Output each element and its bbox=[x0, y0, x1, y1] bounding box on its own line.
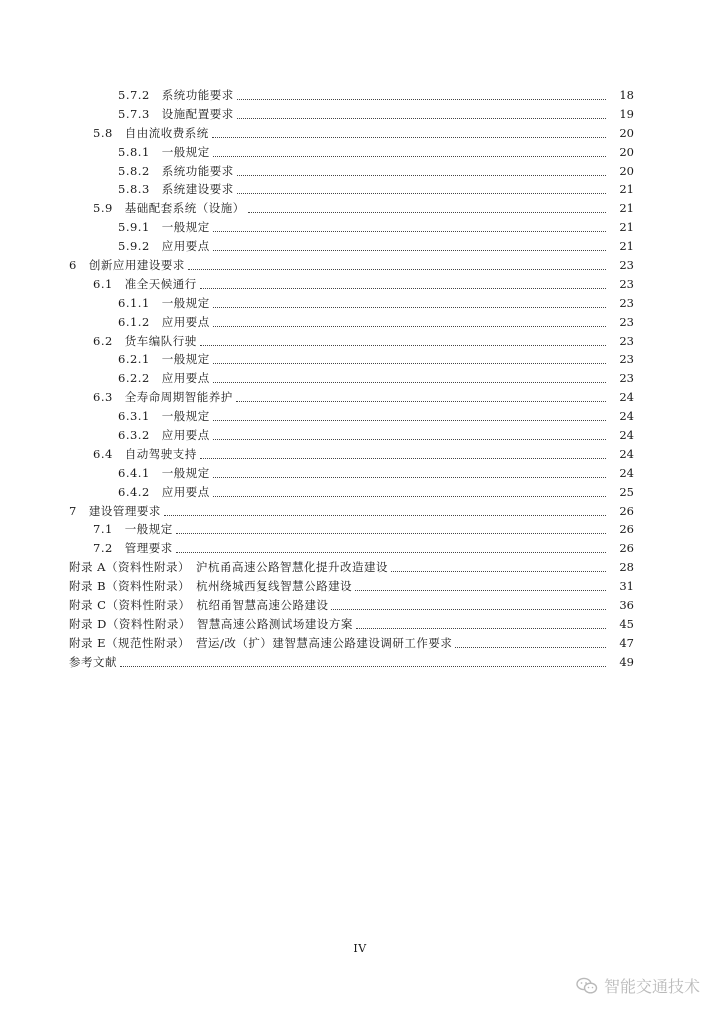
toc-entry-number: 5.9.1 bbox=[118, 220, 150, 235]
toc-entry-page: 31 bbox=[619, 579, 634, 594]
toc-dot-leader bbox=[213, 496, 606, 497]
toc-entry-title: 杭绍甬智慧高速公路建设 bbox=[196, 598, 329, 613]
toc-dot-leader bbox=[213, 363, 606, 364]
wechat-icon bbox=[576, 977, 598, 995]
toc-entry-number: 7.1 bbox=[93, 522, 113, 537]
toc-entry-title: 自由流收费系统 bbox=[124, 125, 209, 140]
toc-entry-number: 6.3.2 bbox=[118, 428, 150, 443]
toc-entry-title: 系统功能要求 bbox=[161, 88, 234, 102]
toc-entry[interactable] bbox=[0, 520, 720, 539]
toc-entry-title: 一般规定 bbox=[161, 352, 210, 367]
toc-entry-page: 23 bbox=[619, 371, 634, 386]
toc-entry-title: 管理要求 bbox=[124, 541, 173, 556]
table-of-contents bbox=[0, 86, 720, 672]
toc-entry-page: 20 bbox=[619, 125, 634, 140]
toc-entry-number: 6.1.2 bbox=[118, 314, 150, 329]
toc-entry-page: 19 bbox=[619, 106, 634, 121]
toc-entry-page: 26 bbox=[619, 541, 634, 556]
toc-entry[interactable] bbox=[0, 502, 720, 521]
toc-entry-title: 创新应用建设要求 bbox=[88, 258, 185, 273]
toc-entry[interactable] bbox=[0, 124, 720, 143]
toc-entry-page: 18 bbox=[619, 88, 634, 102]
toc-entry[interactable] bbox=[0, 426, 720, 445]
toc-entry[interactable] bbox=[0, 388, 720, 407]
toc-dot-leader bbox=[237, 118, 606, 119]
toc-entry-number: 附录 C（资料性附录） bbox=[69, 598, 191, 613]
toc-entry-page: 21 bbox=[619, 239, 634, 254]
toc-entry[interactable] bbox=[0, 180, 720, 199]
toc-entry-title: 一般规定 bbox=[161, 295, 210, 310]
toc-entry[interactable] bbox=[0, 162, 720, 181]
toc-entry-title: 一般规定 bbox=[124, 522, 173, 537]
watermark bbox=[576, 974, 700, 997]
toc-entry-title: 杭州绕城西复线智慧公路建设 bbox=[196, 579, 353, 594]
toc-entry-title: 应用要点 bbox=[161, 484, 210, 499]
toc-entry-title: 一般规定 bbox=[161, 409, 210, 424]
toc-dot-leader bbox=[213, 307, 606, 308]
toc-entry[interactable] bbox=[0, 634, 720, 653]
toc-entry-number: 6.4 bbox=[93, 446, 113, 461]
toc-entry-number: 6.1.1 bbox=[118, 295, 150, 310]
toc-entry-number: 6.2.1 bbox=[118, 352, 150, 367]
toc-entry-page: 24 bbox=[619, 409, 634, 424]
toc-entry[interactable] bbox=[0, 313, 720, 332]
toc-entry-number: 6.2.2 bbox=[118, 371, 150, 386]
toc-entry[interactable] bbox=[0, 653, 720, 672]
toc-entry[interactable] bbox=[0, 275, 720, 294]
toc-entry-number: 附录 A（资料性附录） bbox=[69, 560, 190, 575]
toc-entry-title: 应用要点 bbox=[161, 239, 210, 254]
toc-dot-leader bbox=[455, 647, 606, 648]
toc-entry-title: 系统功能要求 bbox=[161, 163, 234, 178]
toc-entry-title: 应用要点 bbox=[161, 371, 210, 386]
toc-entry-number: 5.7.3 bbox=[118, 106, 150, 121]
toc-entry[interactable] bbox=[0, 143, 720, 162]
toc-entry-title: 一般规定 bbox=[161, 144, 210, 159]
toc-entry[interactable] bbox=[0, 256, 720, 275]
toc-entry[interactable] bbox=[0, 369, 720, 388]
toc-entry-number: 5.8.1 bbox=[118, 144, 150, 159]
toc-entry-number: 5.9.2 bbox=[118, 239, 150, 254]
toc-dot-leader bbox=[200, 345, 606, 346]
toc-entry[interactable] bbox=[0, 464, 720, 483]
toc-entry-page: 23 bbox=[619, 352, 634, 367]
toc-entry[interactable] bbox=[0, 199, 720, 218]
toc-entry[interactable] bbox=[0, 105, 720, 124]
toc-entry-title: 基础配套系统（设施） bbox=[124, 201, 245, 216]
toc-entry-page: 47 bbox=[619, 635, 634, 650]
toc-dot-leader bbox=[200, 458, 606, 459]
toc-dot-leader bbox=[176, 533, 606, 534]
toc-dot-leader bbox=[355, 590, 606, 591]
toc-dot-leader bbox=[237, 193, 606, 194]
toc-entry[interactable] bbox=[0, 332, 720, 351]
toc-entry[interactable] bbox=[0, 294, 720, 313]
toc-dot-leader bbox=[176, 552, 606, 553]
toc-entry[interactable] bbox=[0, 350, 720, 369]
toc-entry-title: 一般规定 bbox=[161, 220, 210, 235]
toc-entry-page: 45 bbox=[619, 616, 634, 631]
toc-dot-leader bbox=[188, 269, 606, 270]
toc-entry-title: 自动驾驶支持 bbox=[124, 446, 197, 461]
toc-dot-leader bbox=[213, 382, 606, 383]
toc-dot-leader bbox=[200, 288, 606, 289]
toc-entry[interactable] bbox=[0, 86, 720, 105]
toc-entry[interactable] bbox=[0, 539, 720, 558]
toc-entry-title: 营运/改（扩）建智慧高速公路建设调研工作要求 bbox=[196, 635, 453, 650]
toc-entry-page: 28 bbox=[619, 560, 634, 575]
toc-dot-leader bbox=[236, 401, 606, 402]
toc-dot-leader bbox=[213, 477, 606, 478]
toc-dot-leader bbox=[213, 250, 606, 251]
toc-entry-number: 附录 B（资料性附录） bbox=[69, 579, 191, 594]
toc-entry-page: 23 bbox=[619, 314, 634, 329]
toc-entry-number: 6.4.2 bbox=[118, 484, 150, 499]
toc-dot-leader bbox=[248, 212, 606, 213]
toc-entry-title: 智慧高速公路测试场建设方案 bbox=[196, 616, 353, 631]
toc-entry-page: 23 bbox=[619, 333, 634, 348]
watermark-text: 智能交通技术 bbox=[603, 977, 700, 996]
toc-entry[interactable] bbox=[0, 577, 720, 596]
toc-entry-page: 20 bbox=[619, 163, 634, 178]
toc-entry[interactable] bbox=[0, 615, 720, 634]
toc-entry-page: 20 bbox=[619, 144, 634, 159]
toc-entry-page: 26 bbox=[619, 522, 634, 537]
toc-entry-page: 26 bbox=[619, 503, 634, 518]
toc-entry-page: 49 bbox=[619, 654, 634, 669]
page-number: IV bbox=[353, 942, 367, 955]
toc-entry-title: 沪杭甬高速公路智慧化提升改造建设 bbox=[195, 560, 388, 575]
toc-dot-leader bbox=[213, 420, 606, 421]
toc-entry-number: 7 bbox=[69, 503, 77, 518]
toc-entry-page: 21 bbox=[619, 220, 634, 235]
toc-dot-leader bbox=[237, 99, 606, 100]
toc-entry-number: 5.7.2 bbox=[118, 88, 150, 102]
toc-dot-leader bbox=[213, 156, 606, 157]
toc-entry-page: 21 bbox=[619, 201, 634, 216]
toc-entry-page: 36 bbox=[619, 598, 634, 613]
toc-entry-page: 24 bbox=[619, 465, 634, 480]
toc-dot-leader bbox=[237, 175, 606, 176]
toc-entry-title: 全寿命周期智能养护 bbox=[124, 390, 233, 405]
toc-entry-page: 23 bbox=[619, 276, 634, 291]
toc-entry-title: 系统建设要求 bbox=[161, 182, 234, 197]
toc-dot-leader bbox=[391, 571, 606, 572]
toc-entry-number: 6.3 bbox=[93, 390, 113, 405]
toc-entry-number: 5.8.3 bbox=[118, 182, 150, 197]
toc-entry-page: 24 bbox=[619, 446, 634, 461]
toc-entry[interactable] bbox=[0, 407, 720, 426]
toc-entry-page: 23 bbox=[619, 295, 634, 310]
toc-entry-number: 6 bbox=[69, 258, 77, 273]
toc-entry-number: 5.9 bbox=[93, 201, 113, 216]
toc-entry[interactable] bbox=[0, 237, 720, 256]
toc-entry-number: 7.2 bbox=[93, 541, 113, 556]
toc-entry-title: 准全天候通行 bbox=[124, 276, 197, 291]
toc-dot-leader bbox=[213, 231, 606, 232]
toc-dot-leader bbox=[331, 609, 606, 610]
toc-dot-leader bbox=[356, 628, 606, 629]
toc-entry[interactable] bbox=[0, 596, 720, 615]
toc-dot-leader bbox=[213, 439, 606, 440]
toc-dot-leader bbox=[120, 666, 606, 667]
toc-entry-page: 24 bbox=[619, 428, 634, 443]
toc-entry-title: 设施配置要求 bbox=[161, 106, 234, 121]
toc-entry-title: 建设管理要求 bbox=[88, 503, 161, 518]
toc-entry-number: 6.3.1 bbox=[118, 409, 150, 424]
toc-entry-number: 附录 D（资料性附录） bbox=[69, 616, 191, 631]
toc-entry[interactable] bbox=[0, 445, 720, 464]
toc-entry-title: 应用要点 bbox=[161, 428, 210, 443]
toc-entry[interactable] bbox=[0, 558, 720, 577]
toc-entry-page: 23 bbox=[619, 258, 634, 273]
toc-entry-title: 货车编队行驶 bbox=[124, 333, 197, 348]
toc-entry-title: 一般规定 bbox=[161, 465, 210, 480]
toc-entry-number: 6.2 bbox=[93, 333, 113, 348]
toc-dot-leader bbox=[212, 137, 606, 138]
toc-entry-title: 参考文献 bbox=[69, 654, 117, 669]
toc-entry-page: 21 bbox=[619, 182, 634, 197]
toc-entry-page: 24 bbox=[619, 390, 634, 405]
toc-entry-number: 5.8.2 bbox=[118, 163, 150, 178]
toc-entry-number: 6.1 bbox=[93, 276, 113, 291]
toc-dot-leader bbox=[213, 326, 606, 327]
toc-entry-title: 应用要点 bbox=[161, 314, 210, 329]
toc-entry-number: 5.8 bbox=[93, 125, 113, 140]
toc-dot-leader bbox=[164, 515, 606, 516]
toc-entry[interactable] bbox=[0, 218, 720, 237]
toc-entry-page: 25 bbox=[619, 484, 634, 499]
toc-entry-number: 6.4.1 bbox=[118, 465, 150, 480]
toc-entry-number: 附录 E（规范性附录） bbox=[69, 635, 191, 650]
toc-entry[interactable] bbox=[0, 483, 720, 502]
